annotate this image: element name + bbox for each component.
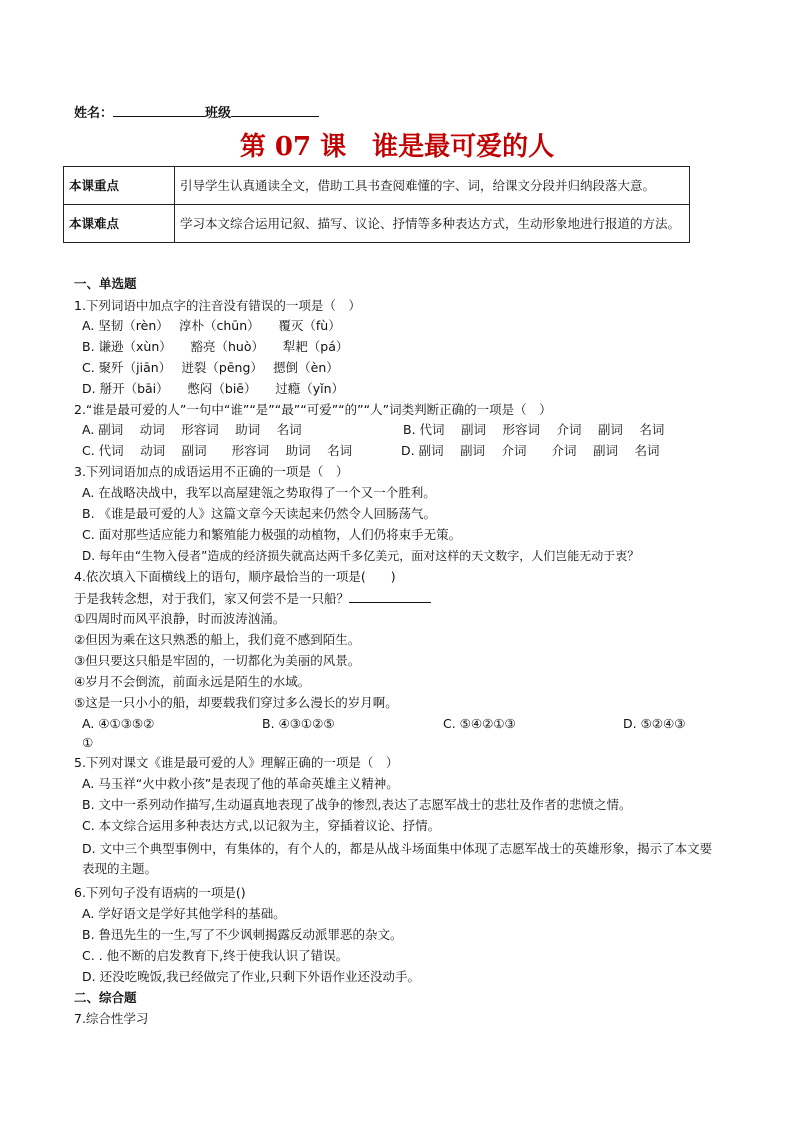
section-heading-single-choice: 一、单选题 <box>74 276 137 291</box>
question-3-stem: 3.下列词语加点的成语运用不正确的一项是（ ） <box>74 464 349 479</box>
name-label: 姓名： <box>74 106 114 121</box>
question-5-option-d[interactable]: D. 文中三个典型事例中，有集体的，有个人的，都是从战斗场面集中体现了志愿军战士的英雄形象，揭示了本文要表现的主题。 <box>82 841 713 876</box>
question-3-option-c[interactable]: C. 面对那些适应能力和繁殖能力极强的动植物，人们仍将束手无策。 <box>82 527 462 542</box>
question-3-option-d[interactable]: D. 每年由“生物入侵者”造成的经济损失就高达两千多亿美元，面对这样的天文数字，人们岂能无动于衷？ <box>82 549 640 563</box>
question-2-option-b[interactable]: B. 代词 副词 形容词 介词 副词 名词 <box>403 422 665 437</box>
question-1-option-a[interactable]: A. 坚韧（rèn） 淳朴（chūn） 覆灭（fù） <box>82 318 341 333</box>
question-6-stem: 6.下列句子没有语病的一项是() <box>74 885 246 900</box>
difficulty-label: 本课难点 <box>64 205 175 243</box>
key-point-label: 本课重点 <box>64 167 175 205</box>
question-4-option-a[interactable]: A. ④①③⑤② <box>82 716 155 731</box>
question-1-stem: 1.下列词语中加点字的注音没有错误的一项是（ ） <box>74 298 361 313</box>
question-4-option-d-wrap: ① <box>82 735 94 750</box>
class-blank <box>231 104 319 117</box>
question-6-option-b[interactable]: B. 鲁迅先生的一生,写了不少讽刺揭露反动派罪恶的杂文。 <box>82 927 403 942</box>
question-2-option-a[interactable]: A. 副词 动词 形容词 助词 名词 <box>82 422 302 437</box>
question-1-option-d[interactable]: D. 掰开（bāi） 憋闷（biē） 过瘾（yǐn） <box>82 381 345 396</box>
question-3-option-b[interactable]: B. 《谁是最可爱的人》这篇文章今天读起来仍然令人回肠荡气。 <box>82 506 437 521</box>
question-1-option-b[interactable]: B. 谦逊（xùn） 豁亮（huò） 犁耙（pá） <box>82 339 349 354</box>
difficulty-text: 学习本文综合运用记叙、描写、议论、抒情等多种表达方式，生动形象地进行报道的方法。 <box>175 205 690 243</box>
question-4-sentence-5: ⑤这是一只小小的船，却要载我们穿过多么漫长的岁月啊。 <box>74 695 398 710</box>
question-5-option-b[interactable]: B. 文中一系列动作描写,生动逼真地表现了战争的惨烈,表达了志愿军战士的悲壮及作者的悲愤之情。 <box>82 797 632 812</box>
question-6-option-d[interactable]: D. 还没吃晚饭,我已经做完了作业,只剩下外语作业还没动手。 <box>82 969 421 984</box>
question-4-option-c[interactable]: C. ⑤④②①③ <box>443 716 516 731</box>
question-4-option-d[interactable]: D. ⑤②④③ <box>623 716 686 731</box>
student-info-line <box>74 104 319 122</box>
question-5-option-a[interactable]: A. 马玉祥“火中救小孩”是表现了他的革命英雄主义精神。 <box>82 776 399 791</box>
question-4-sentence-2: ②但因为乘在这只熟悉的船上，我们竟不感到陌生。 <box>74 632 361 647</box>
question-6-option-a[interactable]: A. 学好语文是学好其他学科的基础。 <box>82 906 286 921</box>
question-6-option-c[interactable]: C. . 他不断的启发教育下,终于使我认识了错误。 <box>82 948 349 963</box>
question-2-option-d[interactable]: D. 副词 副词 介词 介词 副词 名词 <box>401 443 660 458</box>
key-point-text: 引导学生认真通读全文，借助工具书查阅难懂的字、词，给课文分段并归纳段落大意。 <box>175 167 690 205</box>
class-label: 班级 <box>205 106 232 121</box>
question-4-stem: 4.依次填入下面横线上的语句，顺序最恰当的一项是( ) <box>74 569 396 584</box>
table-row <box>64 167 690 205</box>
question-4-sentence-3: ③但只要这只船是牢固的，一切都化为美丽的风景。 <box>74 653 361 668</box>
name-blank <box>113 104 205 117</box>
question-4-lead-sentence <box>74 590 431 607</box>
question-1-option-c[interactable]: C. 聚歼（jiān） 迸裂（pēng） 摁倒（èn） <box>82 360 339 375</box>
table-row <box>64 205 690 243</box>
question-4-option-b[interactable]: B. ④③①②⑤ <box>262 716 335 731</box>
question-4-answer-blank <box>349 590 431 603</box>
question-4-lead-text: 于是我转念想，对于我们，家又何尝不是一只船？ <box>74 591 350 606</box>
question-3-option-a[interactable]: A. 在战略决战中，我军以高屋建瓴之势取得了一个又一个胜利。 <box>82 485 436 500</box>
question-4-sentence-1: ①四周时而风平浪静，时而波涛汹涌。 <box>74 611 286 626</box>
lesson-focus-table <box>63 166 690 243</box>
question-4-sentence-4: ④岁月不会倒流，前面永远是陌生的水域。 <box>74 674 311 689</box>
lesson-title: 第 07 课 谁是最可爱的人 <box>239 132 555 162</box>
question-2-option-c[interactable]: C. 代词 动词 副词 形容词 助词 名词 <box>82 443 353 458</box>
question-5-option-c[interactable]: C. 本文综合运用多种表达方式,以记叙为主，穿插着议论、抒情。 <box>82 818 441 833</box>
section-heading-comprehensive: 二、综合题 <box>74 990 137 1005</box>
question-7-stem: 7.综合性学习 <box>74 1011 149 1026</box>
question-5-stem: 5.下列对课文《谁是最可爱的人》理解正确的一项是（ ） <box>74 755 399 770</box>
question-2-stem: 2.“谁是最可爱的人”一句中“谁”“是”“最”“可爱”“的”“人”词类判断正确的一项是（ ） <box>74 402 552 417</box>
